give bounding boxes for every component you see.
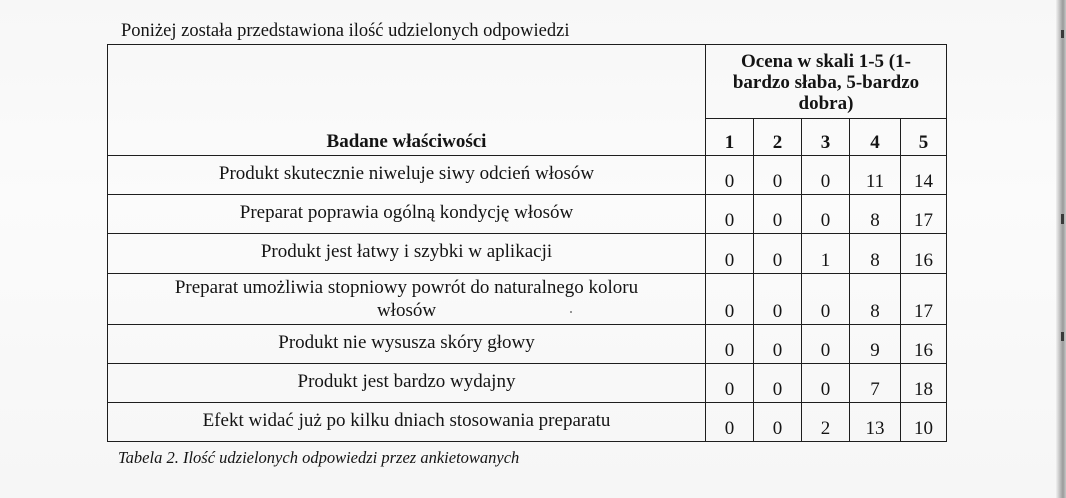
count-cell: 0 xyxy=(706,234,754,274)
scanner-edge xyxy=(1056,0,1066,498)
row-label-text: włosów xyxy=(376,300,437,321)
count-cell: 0 xyxy=(754,325,802,364)
scale-header-line: Ocena w skali 1-5 (1- xyxy=(741,51,911,72)
count-cell: 0 xyxy=(802,195,850,234)
property-header-cell xyxy=(108,45,706,156)
count-cell: 13 xyxy=(850,403,901,442)
count-cell: 17 xyxy=(901,195,947,234)
row-label-text: Preparat umożliwia stopniowy powrót do naturalnego koloru xyxy=(174,277,639,298)
row-label xyxy=(108,325,706,364)
count-cell: 16 xyxy=(901,234,947,274)
scanner-mark xyxy=(1061,30,1064,38)
count-cell: 7 xyxy=(850,364,901,403)
row-label-text: Produkt jest łatwy i szybki w aplikacji xyxy=(260,241,553,262)
count-cell: 0 xyxy=(754,364,802,403)
scale-label: 2 xyxy=(754,119,802,156)
responses-table xyxy=(107,44,947,442)
count-cell: 18 xyxy=(901,364,947,403)
count-cell: 0 xyxy=(706,156,754,195)
row-label-text: Produkt nie wysusza skóry głowy xyxy=(278,332,535,353)
count-cell: 17 xyxy=(901,274,947,325)
count-cell: 8 xyxy=(850,274,901,325)
count-cell: 0 xyxy=(754,403,802,442)
count-cell: 0 xyxy=(802,325,850,364)
scale-header-line: dobra) xyxy=(798,93,854,114)
row-label xyxy=(108,234,706,274)
table-row xyxy=(108,195,947,234)
scanner-mark xyxy=(1061,214,1064,224)
count-cell: 1 xyxy=(802,234,850,274)
count-cell: 14 xyxy=(901,156,947,195)
count-cell: 0 xyxy=(706,274,754,325)
row-label-text: Produkt jest bardzo wydajny xyxy=(297,371,516,392)
count-cell: 0 xyxy=(802,364,850,403)
table-row xyxy=(108,364,947,403)
count-cell: 8 xyxy=(850,195,901,234)
count-cell: 0 xyxy=(706,364,754,403)
row-label-text: Efekt widać już po kilku dniach stosowania preparatu xyxy=(202,410,611,431)
scale-label: 3 xyxy=(802,119,850,156)
table-row xyxy=(108,274,947,325)
count-cell: 0 xyxy=(754,274,802,325)
count-cell: 0 xyxy=(706,403,754,442)
scale-header-cell xyxy=(706,45,947,119)
row-label xyxy=(108,195,706,234)
count-cell: 0 xyxy=(706,195,754,234)
scale-label: 4 xyxy=(850,119,901,156)
count-cell: 8 xyxy=(850,234,901,274)
intro-text: Poniżej została przedstawiona ilość udzielonych odpowiedzi xyxy=(121,21,570,41)
row-label xyxy=(108,403,706,442)
scanner-mark xyxy=(1061,332,1064,341)
count-cell: 10 xyxy=(901,403,947,442)
count-cell: 9 xyxy=(850,325,901,364)
count-cell: 0 xyxy=(754,156,802,195)
table-row xyxy=(108,325,947,364)
scale-label: 5 xyxy=(901,119,947,156)
count-cell: 2 xyxy=(802,403,850,442)
row-label-text: Produkt skutecznie niweluje siwy odcień włosów xyxy=(218,163,595,184)
count-cell: 0 xyxy=(802,156,850,195)
row-label-text: Preparat poprawia ogólną kondycję włosów xyxy=(239,202,574,223)
count-cell: 0 xyxy=(754,195,802,234)
count-cell: 0 xyxy=(706,325,754,364)
table-caption: Tabela 2. Ilość udzielonych odpowiedzi przez ankietowanych xyxy=(118,448,520,467)
row-label xyxy=(108,156,706,195)
row-label xyxy=(108,364,706,403)
scale-header-line: bardzo słaba, 5-bardzo xyxy=(732,72,920,93)
count-cell: 11 xyxy=(850,156,901,195)
count-cell: 0 xyxy=(802,274,850,325)
scale-label: 1 xyxy=(706,119,754,156)
count-cell: 16 xyxy=(901,325,947,364)
property-header: Badane właściwości xyxy=(326,131,487,152)
table-row xyxy=(108,156,947,195)
table-row xyxy=(108,234,947,274)
count-cell: 0 xyxy=(754,234,802,274)
row-label xyxy=(108,274,706,325)
table-row xyxy=(108,403,947,442)
